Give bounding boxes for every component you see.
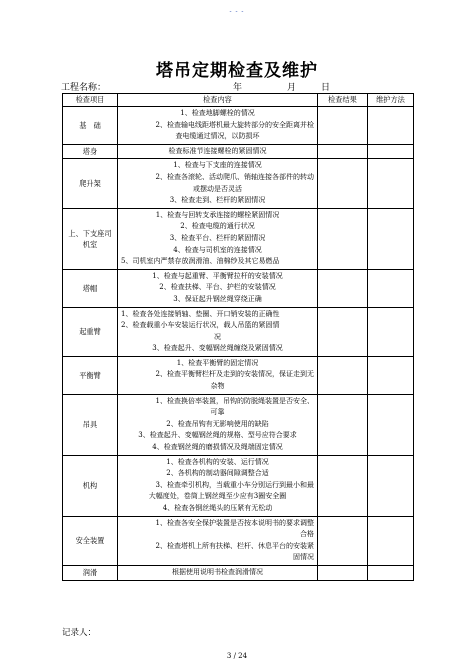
date-year-label: 年	[233, 83, 243, 93]
inspection-item: 上、下支座司机室	[63, 208, 118, 269]
table-row	[63, 107, 414, 145]
content-line: 3、检查起升、变幅钢丝绳的规格、型号应符合要求	[138, 431, 297, 440]
inspection-item: 润滑	[63, 565, 118, 580]
method-cell[interactable]	[368, 269, 414, 307]
content-line: 1、检查各机构的安装、运行情况	[166, 457, 269, 466]
inspection-item: 塔帽	[63, 269, 118, 307]
inspection-item: 塔身	[63, 144, 118, 159]
content-line: 3、检查起升、变幅钢丝绳缠绕及紧固情况	[152, 344, 283, 353]
date-day-label: 日	[321, 83, 331, 93]
content-line: 检查标准节连接螺栓的紧固情况	[168, 146, 267, 155]
result-cell[interactable]	[318, 356, 368, 394]
header-mark: - - -	[229, 8, 245, 15]
method-cell[interactable]	[368, 516, 414, 565]
inspection-item: 爬升架	[63, 159, 118, 208]
content-line: 2、检查电缆的通行状况	[180, 222, 255, 231]
table-row	[63, 565, 414, 580]
result-cell[interactable]	[318, 455, 368, 516]
inspection-content	[118, 107, 318, 145]
inspection-item: 起重臂	[63, 307, 118, 356]
result-cell[interactable]	[318, 159, 368, 208]
column-header-method: 维护方法	[368, 94, 414, 107]
content-line: 大幅度处，卷筒上钢丝绳至少应有3圈安全圈	[148, 492, 287, 501]
content-line: 查电缆通过情况，以防损坏	[175, 132, 260, 141]
content-line: 2、检查各滚轮、活动爬爪、销轴连接各部件的转动	[155, 172, 314, 181]
table-header-row	[63, 94, 414, 107]
column-header-item: 检查项目	[63, 94, 118, 107]
method-cell[interactable]	[368, 159, 414, 208]
content-line: 1、检查各安全保护装置是否按本说明书的要求调整	[155, 518, 314, 527]
table-row	[63, 144, 414, 159]
result-cell[interactable]	[318, 394, 368, 455]
table-row	[63, 307, 414, 356]
inspection-content	[118, 455, 318, 516]
inspection-item: 机构	[63, 455, 118, 516]
content-line: 况	[214, 332, 221, 341]
content-line: 2、各机构的制动器间隙调整合适	[166, 469, 269, 478]
project-name-label: 工程名称：	[61, 83, 107, 93]
inspection-content	[118, 269, 318, 307]
content-line: 合格	[300, 530, 314, 539]
content-line: 2、检查扶梯、平台、护栏的安装情况	[159, 283, 276, 292]
content-line: 4、检查钢丝绳的磨损情况及绳端固定情况	[152, 443, 283, 452]
project-info-row	[61, 80, 421, 92]
content-line: 2、检查吊钩有无影响使用的缺陷	[166, 419, 269, 428]
result-cell[interactable]	[318, 307, 368, 356]
content-line: 3、检查走到、栏杆的紧固情况	[169, 196, 266, 205]
content-line: 1、检查各处连接销轴、垫圈、开口销安装的正确性	[121, 309, 280, 318]
table-row	[63, 356, 414, 394]
page-title: 塔吊定期检查及维护	[156, 61, 318, 81]
inspection-content	[118, 565, 318, 580]
content-line: 2、检查平衡臂栏杆及走到的安装情况，保证走到无	[155, 370, 314, 379]
inspection-item: 吊具	[63, 394, 118, 455]
content-line: 3、保证起升钢丝绳穿绕正确	[173, 294, 262, 303]
method-cell[interactable]	[368, 307, 414, 356]
content-line: 1、检查与回转支承连接的螺栓紧固情况	[155, 210, 280, 219]
recorder-label: 记录人：	[62, 628, 97, 638]
content-line: 5、司机室内严禁存放润滑油、油棉纱及其它易燃品	[121, 257, 280, 266]
page-number: 3 / 24	[226, 652, 248, 660]
content-line: 2、检查输电线距塔机最大旋转部分的安全距离并检	[155, 120, 314, 129]
result-cell[interactable]	[318, 269, 368, 307]
inspection-content	[118, 356, 318, 394]
result-cell[interactable]	[318, 565, 368, 580]
content-line: 固情况	[293, 553, 314, 562]
content-line: 2、检查载重小车安装运行状况，载人吊篮的紧固情	[121, 321, 280, 330]
inspection-content	[118, 144, 318, 159]
inspection-content	[118, 208, 318, 269]
method-cell[interactable]	[368, 455, 414, 516]
content-line: 1、检查平衡臂的固定情况	[176, 358, 259, 367]
content-line: 4、检查与司机室的连接情况	[173, 245, 262, 254]
table-row	[63, 159, 414, 208]
content-line: 1、检查与起重臂、平衡臂拉杆的安装情况	[152, 271, 283, 280]
content-line: 或摆动是否灵活	[193, 184, 242, 193]
content-line: 4、检查各钢丝绳头的压紧有无松动	[162, 504, 273, 512]
result-cell[interactable]	[318, 516, 368, 565]
inspection-content	[118, 516, 318, 565]
table-row	[63, 394, 414, 455]
column-header-result: 检查结果	[318, 94, 368, 107]
table-body	[63, 107, 414, 581]
result-cell[interactable]	[318, 208, 368, 269]
content-line: 1、检查地脚螺栓的情况	[180, 109, 255, 117]
result-cell[interactable]	[318, 144, 368, 159]
method-cell[interactable]	[368, 356, 414, 394]
method-cell[interactable]	[368, 144, 414, 159]
inspection-item: 基 础	[63, 107, 118, 145]
table-row	[63, 208, 414, 269]
method-cell[interactable]	[368, 394, 414, 455]
date-month-label: 月	[287, 83, 297, 93]
content-line: 1、检查与下支座的连接情况	[173, 161, 262, 170]
method-cell[interactable]	[368, 565, 414, 580]
method-cell[interactable]	[368, 208, 414, 269]
inspection-content	[118, 159, 318, 208]
content-line: 根据使用说明书检查润滑情况	[172, 567, 263, 576]
content-line: 3、检查平台、栏杆的紧固情况	[169, 233, 266, 242]
result-cell[interactable]	[318, 107, 368, 145]
inspection-item: 安全装置	[63, 516, 118, 565]
inspection-content	[118, 394, 318, 455]
method-cell[interactable]	[368, 107, 414, 145]
table-row	[63, 516, 414, 565]
column-header-content: 检查内容	[118, 94, 318, 107]
inspection-content	[118, 307, 318, 356]
content-line: 杂物	[210, 382, 225, 391]
table-row	[63, 455, 414, 516]
content-line: 1、检查换倍率装置，吊钩的防脱绳装置是否安全、	[155, 396, 314, 405]
table-row	[63, 269, 414, 307]
inspection-item: 平衡臂	[63, 356, 118, 394]
content-line: 可靠	[210, 408, 225, 417]
content-line: 2、检查塔机上所有扶梯、栏杆、休息平台的安装紧	[155, 541, 314, 550]
inspection-table	[62, 93, 414, 581]
content-line: 3、检查牵引机构，当载重小车分别运行到最小和最	[155, 480, 314, 489]
